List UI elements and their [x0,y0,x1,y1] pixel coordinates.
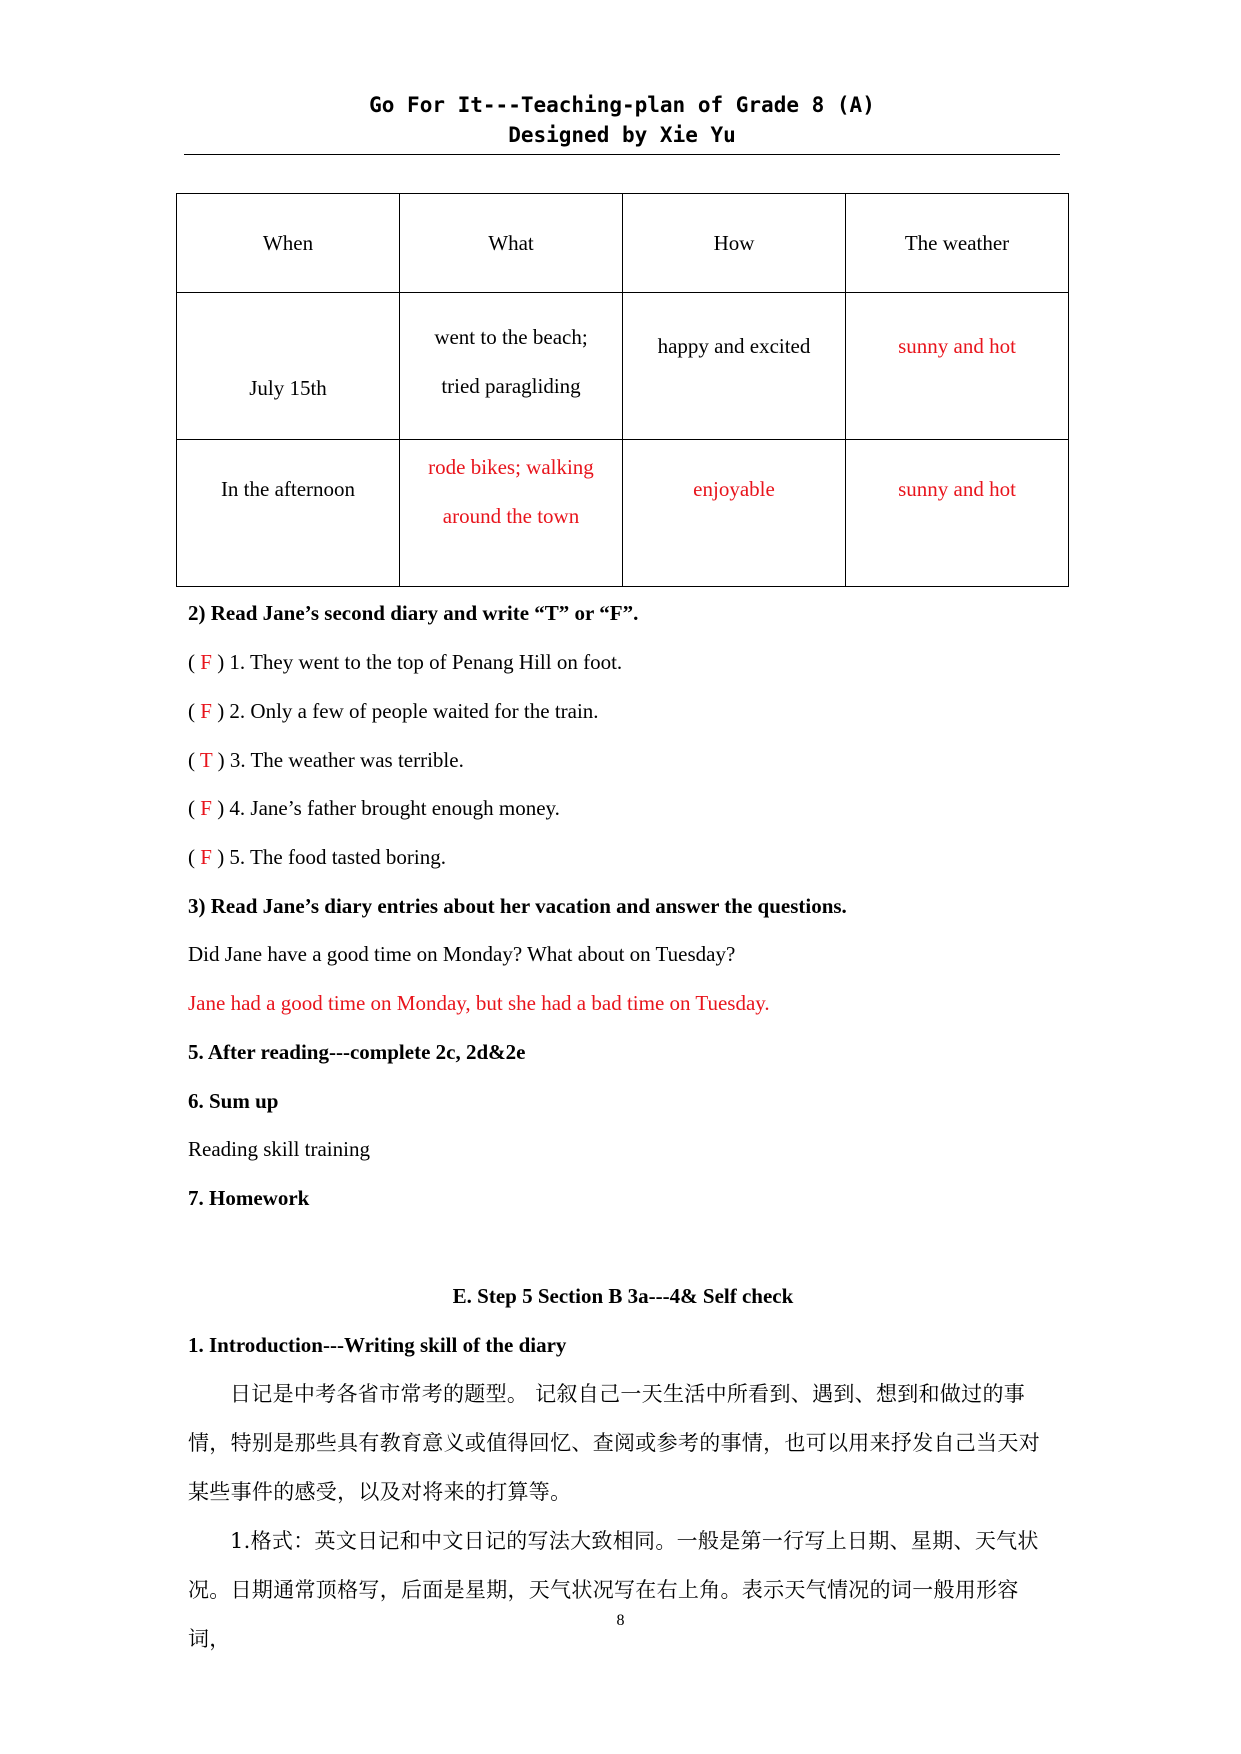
sectionE-title: E. Step 5 Section B 3a---4& Self check [452,1284,794,1308]
cell-weather: sunny and hot [846,293,1069,440]
cell-what-line: around the town [442,504,580,528]
step6-heading: 6. Sum up [188,1089,279,1113]
tf-text: ) 3. The weather was terrible. [217,748,464,772]
tf-item: ( F ) 5. The food tasted boring. [188,845,447,869]
cell-what-line: went to the beach; [434,325,588,349]
header-how: How [623,194,846,293]
tf-answer: F [200,699,212,723]
header-weather: The weather [846,194,1069,293]
tf-answer: T [199,748,213,772]
tf-answer: F [200,845,212,869]
diary-table [176,193,1069,587]
cell-what [400,440,623,587]
header-when: When [177,194,400,293]
step5-heading: 5. After reading---complete 2c, 2d&2e [188,1040,526,1064]
cell-how: happy and excited [623,293,846,440]
page-header [184,90,1060,155]
tf-item: ( F ) 4. Jane’s father brought enough money. [188,796,560,820]
table-row [177,293,1069,440]
header-title: Go For It---Teaching-plan of Grade 8 (A) [369,93,875,117]
tf-item: ( F ) 2. Only a few of people waited for the train. [188,699,599,723]
section3-question: Did Jane have a good time on Monday? What about on Tuesday? [188,942,736,966]
tf-answer: F [200,796,212,820]
table-header-row [177,194,1069,293]
tf-item: ( F ) 1. They went to the top of Penang Hill on foot. [188,650,623,674]
step7-heading: 7. Homework [188,1186,310,1210]
step6-text: Reading skill training [188,1137,370,1161]
cell-when: In the afternoon [177,440,400,587]
section3-title: 3) Read Jane’s diary entries about her vacation and answer the questions. [188,894,847,918]
cell-what [400,293,623,440]
cell-what-line: rode bikes; walking [428,455,594,479]
cell-how: enjoyable [623,440,846,587]
tf-item: ( T ) 3. The weather was terrible. [188,748,464,772]
cell-when: July 15th [177,293,400,440]
section2-title: 2) Read Jane’s second diary and write “T” or “F”. [188,601,639,625]
table-row [177,440,1069,587]
cell-weather: sunny and hot [846,440,1069,587]
tf-text: ) 1. They went to the top of Penang Hill on foot. [217,650,623,674]
cell-what-line: tried paragliding [441,374,581,398]
sectionE-intro: 1. Introduction---Writing skill of the diary [188,1333,567,1357]
header-author: Designed by Xie Yu [508,123,736,147]
section3-answer: Jane had a good time on Monday, but she had a bad time on Tuesday. [188,991,770,1015]
header-what: What [400,194,623,293]
tf-text: ) 2. Only a few of people waited for the train. [217,699,599,723]
tf-text: ) 5. The food tasted boring. [217,845,447,869]
tf-text: ) 4. Jane’s father brought enough money. [217,796,560,820]
sectionE-paragraph: 日记是中考各省市常考的题型。 记叙自己一天生活中所看到、遇到、想到和做过的事情，特别是那些具有教育意义或值得回忆、查阅或参考的事情，也可以用来抒发自己当天对某些事件的感受，以及对将来的打算等。 [188,1382,1040,1504]
sectionE-paragraph: 1.格式：英文日记和中文日记的写法大致相同。一般是第一行写上日期、星期、天气状况。日期通常顶格写，后面是星期，天气状况写在右上角。表示天气情况的词一般用形容词， [188,1529,1039,1651]
page-number: 8 [616,1612,625,1629]
tf-answer: F [200,650,212,674]
